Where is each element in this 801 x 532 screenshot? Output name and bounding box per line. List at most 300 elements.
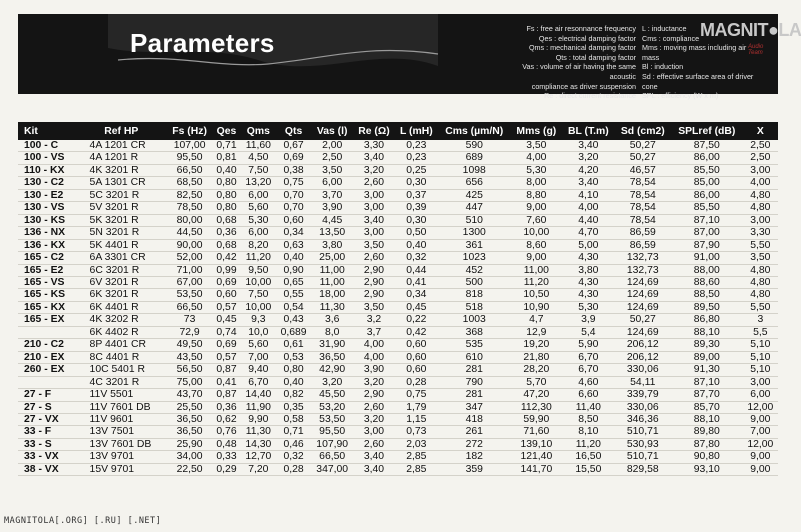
value-cell: 50,27 [615, 140, 671, 152]
value-cell: 0,74 [212, 326, 240, 338]
value-cell: 3,40 [353, 451, 395, 463]
value-cell: 10,00 [241, 301, 276, 313]
table-row [18, 152, 778, 164]
legend-definitions-left [478, 24, 636, 101]
legend-line: compliance as driver suspension [531, 81, 636, 91]
value-cell: 3,90 [353, 364, 395, 376]
value-cell: 5,60 [241, 202, 276, 214]
value-cell: 5,00 [562, 239, 615, 251]
value-cell: 818 [438, 289, 511, 301]
value-cell: 107,90 [311, 438, 353, 450]
value-cell: 14,30 [241, 438, 276, 450]
value-cell: 89,50 [671, 301, 743, 313]
value-cell: 56,50 [167, 364, 212, 376]
kit-cell: 165 - KS [18, 289, 76, 301]
column-header: X [743, 122, 778, 140]
value-cell: 6,00 [241, 189, 276, 201]
legend-line: Re : direct current resistance [544, 91, 636, 101]
table-row [18, 451, 778, 463]
table-row [18, 276, 778, 288]
value-cell: 330,06 [615, 364, 671, 376]
kit-cell: 27 - VX [18, 413, 76, 425]
value-cell: 5,30 [562, 301, 615, 313]
table-row [18, 401, 778, 413]
value-cell: 0,43 [276, 314, 311, 326]
value-cell: 0,58 [276, 413, 311, 425]
value-cell: 90,80 [671, 451, 743, 463]
table-row [18, 389, 778, 401]
ref-cell: 5K 3201 R [76, 214, 167, 226]
legend-line: Qms : mechanical damping factor [528, 43, 636, 53]
value-cell: 124,69 [615, 289, 671, 301]
legend-line: Qes : electrical damping factor [538, 33, 636, 43]
value-cell: 1,15 [395, 413, 438, 425]
column-header: Qes [212, 122, 240, 140]
value-cell: 0,68 [212, 214, 240, 226]
value-cell: 53,20 [311, 401, 353, 413]
value-cell: 3,00 [743, 164, 778, 176]
value-cell: 0,44 [395, 264, 438, 276]
kit-cell: 130 - E2 [18, 189, 76, 201]
legend-line: cone [642, 81, 658, 91]
value-cell: 5,10 [743, 364, 778, 376]
value-cell: 1,79 [395, 401, 438, 413]
ref-cell: 8C 4401 R [76, 351, 167, 363]
value-cell: 87,00 [671, 227, 743, 239]
value-cell: 0,57 [212, 301, 240, 313]
value-cell: 0,35 [276, 401, 311, 413]
value-cell: 4,30 [562, 289, 615, 301]
value-cell: 4,40 [562, 214, 615, 226]
column-header: BL (T.m) [562, 122, 615, 140]
value-cell: 4,10 [562, 189, 615, 201]
value-cell: 447 [438, 202, 511, 214]
value-cell: 0,80 [212, 177, 240, 189]
value-cell: 0,60 [395, 351, 438, 363]
value-cell: 22,50 [167, 463, 212, 475]
column-header: Qms [241, 122, 276, 140]
value-cell: 2,85 [395, 463, 438, 475]
column-header: Cms (µm/N) [438, 122, 511, 140]
ref-cell: 4K 3201 R [76, 164, 167, 176]
value-cell: 2,60 [353, 401, 395, 413]
value-cell: 2,90 [353, 289, 395, 301]
value-cell: 6,70 [562, 351, 615, 363]
value-cell: 829,58 [615, 463, 671, 475]
value-cell: 0,55 [276, 289, 311, 301]
value-cell: 78,54 [615, 177, 671, 189]
value-cell: 0,65 [276, 276, 311, 288]
column-header: L (mH) [395, 122, 438, 140]
value-cell: 0,32 [276, 451, 311, 463]
ref-cell: 5N 3201 R [76, 227, 167, 239]
value-cell: 3,2 [353, 314, 395, 326]
value-cell: 347,00 [311, 463, 353, 475]
value-cell: 13,50 [311, 227, 353, 239]
value-cell: 10,50 [511, 289, 562, 301]
value-cell: 54,11 [615, 376, 671, 388]
value-cell: 15,50 [562, 463, 615, 475]
value-cell: 2,00 [311, 140, 353, 152]
value-cell: 86,00 [671, 189, 743, 201]
value-cell: 261 [438, 426, 511, 438]
value-cell: 535 [438, 339, 511, 351]
value-cell: 510,71 [615, 451, 671, 463]
value-cell: 86,80 [671, 314, 743, 326]
value-cell: 53,50 [311, 413, 353, 425]
value-cell: 34,00 [167, 451, 212, 463]
value-cell: 52,00 [167, 252, 212, 264]
value-cell: 2,50 [743, 152, 778, 164]
value-cell: 9,00 [743, 451, 778, 463]
value-cell: 89,80 [671, 426, 743, 438]
value-cell: 141,70 [511, 463, 562, 475]
ref-cell: 11V 9601 [76, 413, 167, 425]
value-cell: 346,36 [615, 413, 671, 425]
watermark-text: MAGNITOLA[.ORG] [.RU] [.NET] [4, 516, 162, 526]
value-cell: 359 [438, 463, 511, 475]
value-cell: 88,00 [671, 264, 743, 276]
ref-cell: 5K 4401 R [76, 239, 167, 251]
value-cell: 2,60 [353, 438, 395, 450]
value-cell: 68,50 [167, 177, 212, 189]
ref-cell: 13V 7501 [76, 426, 167, 438]
value-cell: 78,54 [615, 214, 671, 226]
ref-cell: 10C 5401 R [76, 364, 167, 376]
value-cell: 16,50 [562, 451, 615, 463]
table-row [18, 351, 778, 363]
value-cell: 11,40 [562, 401, 615, 413]
value-cell: 18,00 [311, 289, 353, 301]
kit-cell: 165 - VS [18, 276, 76, 288]
value-cell: 3,90 [311, 202, 353, 214]
value-cell: 50,27 [615, 152, 671, 164]
value-cell: 11,20 [511, 276, 562, 288]
value-cell: 510 [438, 214, 511, 226]
table-row [18, 227, 778, 239]
value-cell: 5,50 [743, 239, 778, 251]
value-cell: 4,7 [511, 314, 562, 326]
value-cell: 368 [438, 326, 511, 338]
value-cell: 790 [438, 376, 511, 388]
value-cell: 361 [438, 239, 511, 251]
value-cell: 0,37 [395, 189, 438, 201]
value-cell: 0,63 [276, 239, 311, 251]
value-cell: 3,20 [353, 376, 395, 388]
brand-logo: MAGNIT●LA [700, 20, 801, 40]
value-cell: 139,10 [511, 438, 562, 450]
value-cell: 5,60 [241, 339, 276, 351]
value-cell: 3,80 [311, 239, 353, 251]
value-cell: 0,67 [276, 140, 311, 152]
legend-line: L : inductance [642, 24, 687, 33]
value-cell: 0,23 [395, 140, 438, 152]
value-cell: 4,50 [241, 152, 276, 164]
value-cell: 0,23 [395, 152, 438, 164]
kit-cell: 33 - VX [18, 451, 76, 463]
value-cell: 45,50 [311, 389, 353, 401]
ref-cell: 11V 7601 DB [76, 401, 167, 413]
value-cell: 0,33 [212, 451, 240, 463]
value-cell: 50,27 [615, 314, 671, 326]
value-cell: 0,689 [276, 326, 311, 338]
value-cell: 124,69 [615, 326, 671, 338]
value-cell: 132,73 [615, 264, 671, 276]
value-cell: 3,30 [353, 140, 395, 152]
value-cell: 330,06 [615, 401, 671, 413]
ref-cell: 5A 1301 CR [76, 177, 167, 189]
table-row [18, 426, 778, 438]
value-cell: 500 [438, 276, 511, 288]
value-cell: 43,50 [167, 351, 212, 363]
ref-cell: 6C 3201 R [76, 264, 167, 276]
value-cell: 5,10 [743, 351, 778, 363]
value-cell: 71,00 [167, 264, 212, 276]
table-row [18, 326, 778, 338]
value-cell: 0,80 [212, 189, 240, 201]
value-cell: 3,50 [311, 164, 353, 176]
value-cell: 4,80 [743, 264, 778, 276]
value-cell: 0,87 [212, 389, 240, 401]
value-cell: 89,30 [671, 339, 743, 351]
value-cell: 8,50 [562, 413, 615, 425]
table-row [18, 177, 778, 189]
value-cell: 0,36 [212, 401, 240, 413]
value-cell: 0,69 [212, 276, 240, 288]
value-cell: 0,80 [212, 202, 240, 214]
kit-cell: 165 - C2 [18, 252, 76, 264]
value-cell: 90,00 [167, 239, 212, 251]
value-cell: 85,70 [671, 401, 743, 413]
value-cell: 281 [438, 389, 511, 401]
ref-cell: 15V 9701 [76, 463, 167, 475]
value-cell: 71,60 [511, 426, 562, 438]
ref-cell: 6K 4402 R [76, 326, 167, 338]
value-cell: 53,50 [167, 289, 212, 301]
value-cell: 3,00 [743, 214, 778, 226]
value-cell: 0,61 [276, 339, 311, 351]
value-cell: 6,00 [743, 389, 778, 401]
value-cell: 3,20 [562, 152, 615, 164]
value-cell: 452 [438, 264, 511, 276]
value-cell: 518 [438, 301, 511, 313]
value-cell: 3,50 [353, 239, 395, 251]
value-cell: 590 [438, 140, 511, 152]
header-banner [18, 14, 801, 101]
value-cell: 425 [438, 189, 511, 201]
value-cell: 87,90 [671, 239, 743, 251]
value-cell: 3,50 [511, 140, 562, 152]
value-cell: 6,60 [562, 389, 615, 401]
value-cell: 11,90 [241, 401, 276, 413]
value-cell: 3,20 [311, 376, 353, 388]
table-row [18, 164, 778, 176]
value-cell: 78,54 [615, 189, 671, 201]
legend-line: acoustic [609, 71, 636, 81]
value-cell: 11,20 [562, 438, 615, 450]
value-cell: 1023 [438, 252, 511, 264]
column-header: SPLref (dB) [671, 122, 743, 140]
value-cell: 86,59 [615, 239, 671, 251]
value-cell: 4,30 [562, 276, 615, 288]
kit-cell: 136 - KX [18, 239, 76, 251]
value-cell: 5,70 [511, 376, 562, 388]
column-header: Sd (cm2) [615, 122, 671, 140]
table-row [18, 339, 778, 351]
value-cell: 2,60 [353, 252, 395, 264]
table-row [18, 252, 778, 264]
value-cell: 91,00 [671, 252, 743, 264]
value-cell: 3,00 [353, 426, 395, 438]
value-cell: 2,90 [353, 264, 395, 276]
value-cell: 5,5 [743, 326, 778, 338]
value-cell: 7,20 [241, 463, 276, 475]
legend-line: Cms : compliance [642, 33, 700, 43]
value-cell: 11,30 [311, 301, 353, 313]
value-cell: 5,90 [562, 339, 615, 351]
value-cell: 112,30 [511, 401, 562, 413]
value-cell: 5,30 [511, 164, 562, 176]
kit-cell: 27 - F [18, 389, 76, 401]
value-cell: 82,50 [167, 189, 212, 201]
value-cell: 3,70 [311, 189, 353, 201]
value-cell: 4,80 [743, 202, 778, 214]
ref-cell: 5V 3201 R [76, 202, 167, 214]
value-cell: 0,82 [276, 389, 311, 401]
legend-line: Mms : moving mass including air [642, 43, 747, 53]
ref-cell: 4A 1201 CR [76, 140, 167, 152]
value-cell: 0,69 [276, 152, 311, 164]
value-cell: 0,62 [212, 413, 240, 425]
kit-cell: 260 - EX [18, 364, 76, 376]
value-cell: 10,90 [511, 301, 562, 313]
value-cell: 9,50 [241, 264, 276, 276]
ref-cell: 4A 1201 R [76, 152, 167, 164]
value-cell: 0,75 [395, 389, 438, 401]
value-cell: 0,22 [395, 314, 438, 326]
value-cell: 0,53 [276, 351, 311, 363]
kit-cell: 165 - E2 [18, 264, 76, 276]
value-cell: 11,00 [311, 264, 353, 276]
table-row [18, 301, 778, 313]
table-row [18, 289, 778, 301]
value-cell: 2,85 [395, 451, 438, 463]
value-cell: 2,50 [311, 152, 353, 164]
table-header-row [18, 122, 778, 140]
value-cell: 206,12 [615, 351, 671, 363]
value-cell: 0,40 [276, 376, 311, 388]
value-cell: 12,9 [511, 326, 562, 338]
value-cell: 0,60 [395, 364, 438, 376]
value-cell: 87,10 [671, 214, 743, 226]
value-cell: 3,9 [562, 314, 615, 326]
value-cell: 3,50 [353, 301, 395, 313]
legend-line: mass [642, 52, 660, 62]
value-cell: 9,90 [241, 413, 276, 425]
table-row [18, 202, 778, 214]
value-cell: 10,00 [241, 276, 276, 288]
value-cell: 3,00 [743, 376, 778, 388]
value-cell: 281 [438, 364, 511, 376]
value-cell: 0,45 [212, 314, 240, 326]
value-cell: 67,00 [167, 276, 212, 288]
value-cell: 347 [438, 401, 511, 413]
table-row [18, 140, 778, 152]
value-cell: 0,73 [395, 426, 438, 438]
value-cell: 0,76 [212, 426, 240, 438]
value-cell: 44,50 [167, 227, 212, 239]
value-cell: 6,00 [311, 177, 353, 189]
value-cell: 2,90 [353, 276, 395, 288]
ref-cell: 8P 4401 CR [76, 339, 167, 351]
kit-cell: 33 - F [18, 426, 76, 438]
value-cell: 0,41 [212, 376, 240, 388]
value-cell: 49,50 [167, 339, 212, 351]
value-cell: 28,20 [511, 364, 562, 376]
value-cell: 4,30 [562, 252, 615, 264]
value-cell: 0,69 [212, 339, 240, 351]
value-cell: 4,00 [511, 152, 562, 164]
value-cell: 25,50 [167, 401, 212, 413]
value-cell: 3,50 [743, 252, 778, 264]
value-cell: 3,40 [353, 152, 395, 164]
value-cell: 0,60 [395, 339, 438, 351]
value-cell: 0,34 [276, 227, 311, 239]
value-cell: 4,00 [353, 351, 395, 363]
value-cell: 80,00 [167, 214, 212, 226]
value-cell: 3,30 [743, 227, 778, 239]
legend-line: SPL : efficiency (W x m) [642, 91, 719, 101]
value-cell: 13,20 [241, 177, 276, 189]
column-header: Qts [276, 122, 311, 140]
value-cell: 7,60 [511, 214, 562, 226]
kit-cell: 38 - VX [18, 463, 76, 475]
value-cell: 88,10 [671, 326, 743, 338]
table-row [18, 438, 778, 450]
value-cell: 6,70 [241, 376, 276, 388]
column-header: Mms (g) [511, 122, 562, 140]
value-cell: 93,10 [671, 463, 743, 475]
value-cell: 121,40 [511, 451, 562, 463]
legend-line: Vas : volume of air having the same [522, 62, 636, 72]
kit-cell: 27 - S [18, 401, 76, 413]
value-cell: 6,00 [241, 227, 276, 239]
value-cell: 4,80 [743, 276, 778, 288]
value-cell: 0,32 [395, 252, 438, 264]
value-cell: 87,50 [671, 140, 743, 152]
ref-cell: 6V 3201 R [76, 276, 167, 288]
value-cell: 0,81 [212, 152, 240, 164]
legend-line: Bl : induction [642, 62, 684, 72]
value-cell: 418 [438, 413, 511, 425]
value-cell: 124,69 [615, 301, 671, 313]
kit-cell: 165 - EX [18, 314, 76, 326]
value-cell: 75,00 [167, 376, 212, 388]
value-cell: 0,80 [276, 364, 311, 376]
value-cell: 36,50 [167, 426, 212, 438]
value-cell: 9,00 [511, 252, 562, 264]
table-row [18, 364, 778, 376]
ref-cell: 6K 3201 R [76, 289, 167, 301]
table-row [18, 214, 778, 226]
legend-line: Sd : effective surface area of driver [642, 71, 754, 81]
value-cell: 8,00 [511, 177, 562, 189]
column-header: Ref HP [76, 122, 167, 140]
value-cell: 3,40 [353, 214, 395, 226]
ref-cell: 13V 7601 DB [76, 438, 167, 450]
value-cell: 9,00 [743, 463, 778, 475]
value-cell: 0,41 [395, 276, 438, 288]
